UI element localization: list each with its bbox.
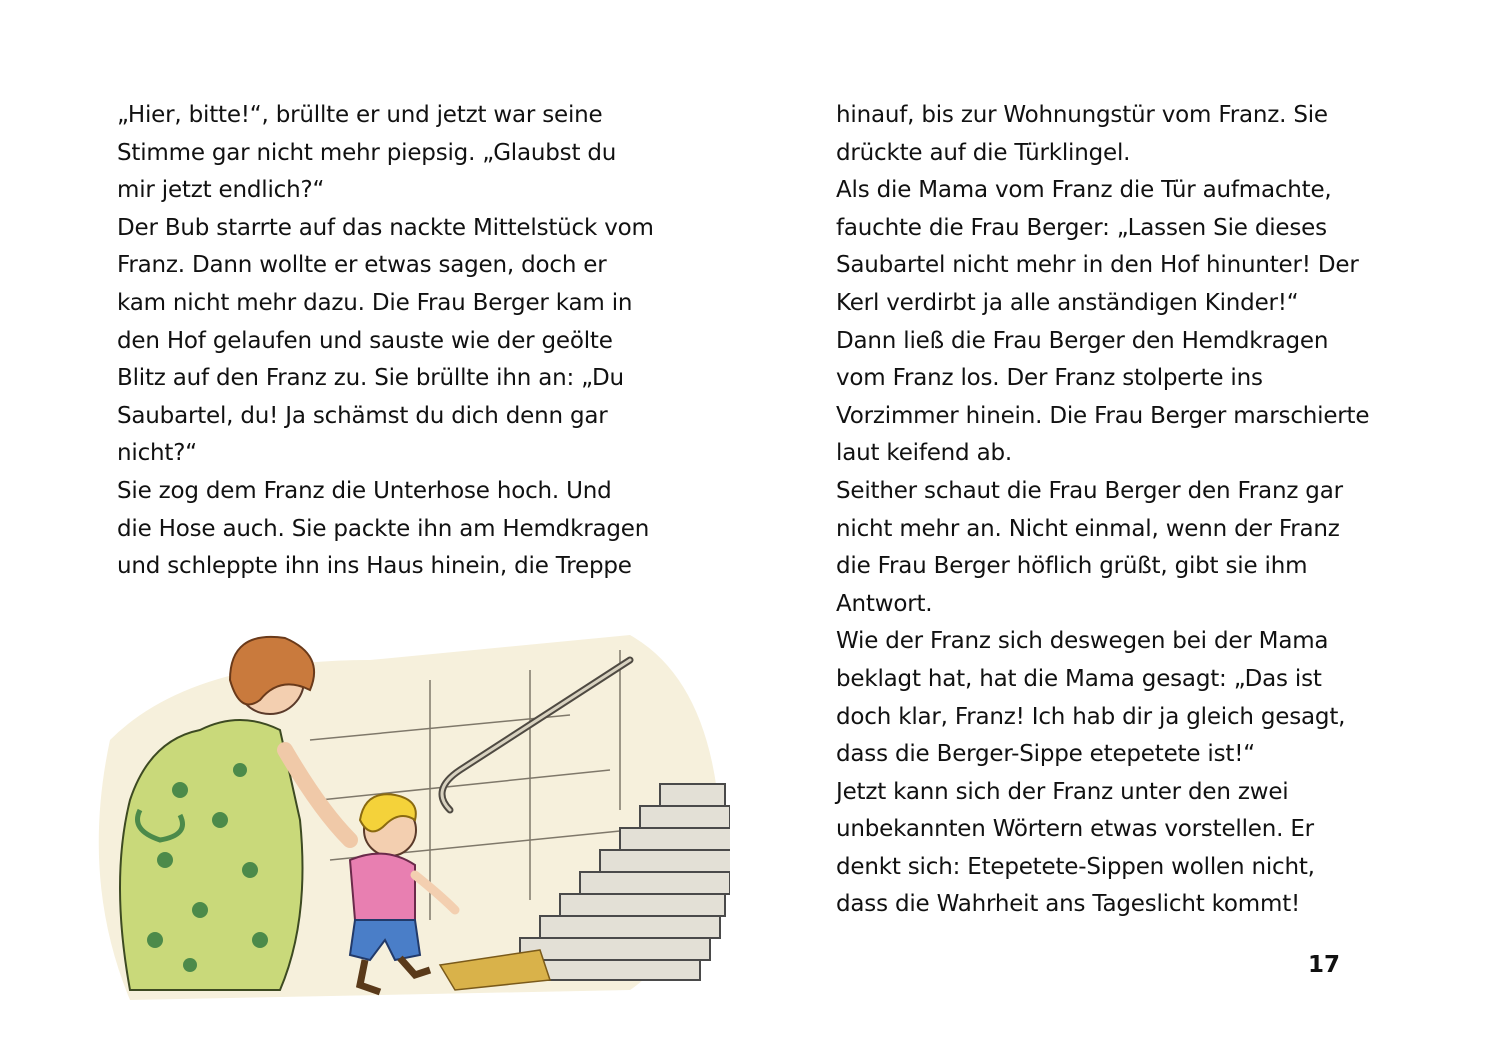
- text-line: laut keifend ab.: [836, 440, 1012, 467]
- text-line: vom Franz los. Der Franz stolperte ins: [836, 365, 1263, 392]
- text-line: Der Bub starrte auf das nackte Mittelstück vom: [117, 214, 654, 241]
- text-line: nicht?“: [117, 440, 197, 467]
- text-line: Franz. Dann wollte er etwas sagen, doch er: [117, 252, 607, 279]
- page-number: 17: [1307, 952, 1340, 978]
- staircase-illustration-icon: [70, 620, 730, 1010]
- text-line: dass die Wahrheit ans Tageslicht kommt!: [836, 891, 1301, 918]
- text-line: Saubartel nicht mehr in den Hof hinunter! Der: [836, 252, 1359, 279]
- text-line: Stimme gar nicht mehr piepsig. „Glaubst du: [117, 139, 617, 166]
- text-line: mir jetzt endlich?“: [117, 177, 325, 204]
- text-line: denkt sich: Etepetete-Sippen wollen nicht,: [836, 853, 1315, 880]
- text-line: Jetzt kann sich der Franz unter den zwei: [836, 778, 1289, 805]
- text-line: Als die Mama vom Franz die Tür aufmachte,: [836, 177, 1332, 204]
- text-line: und schleppte ihn ins Haus hinein, die Treppe: [117, 553, 632, 580]
- text-line: drückte auf die Türklingel.: [836, 139, 1131, 166]
- text-line: beklagt hat, hat die Mama gesagt: „Das ist: [836, 665, 1322, 692]
- text-line: Sie zog dem Franz die Unterhose hoch. Und: [117, 477, 612, 504]
- text-line: Saubartel, du! Ja schämst du dich denn gar: [117, 402, 608, 429]
- text-line: doch klar, Franz! Ich hab dir ja gleich gesagt,: [836, 703, 1346, 730]
- text-line: Vorzimmer hinein. Die Frau Berger marschierte: [836, 402, 1370, 429]
- text-line: Seither schaut die Frau Berger den Franz gar: [836, 477, 1343, 504]
- text-line: Wie der Franz sich deswegen bei der Mama: [836, 628, 1329, 655]
- text-line: kam nicht mehr dazu. Die Frau Berger kam in: [117, 289, 633, 316]
- text-line: die Hose auch. Sie packte ihn am Hemdkragen: [117, 515, 650, 542]
- text-line: Dann ließ die Frau Berger den Hemdkragen: [836, 327, 1329, 354]
- text-line: unbekannten Wörtern etwas vorstellen. Er: [836, 816, 1314, 843]
- text-line: „Hier, bitte!“, brüllte er und jetzt war seine: [117, 102, 603, 128]
- left-text-column: [117, 97, 717, 586]
- text-line: fauchte die Frau Berger: „Lassen Sie dieses: [836, 214, 1327, 241]
- text-line: Kerl verdirbt ja alle anständigen Kinder!“: [836, 289, 1299, 316]
- text-line: die Frau Berger höflich grüßt, gibt sie ihm: [836, 553, 1308, 580]
- text-line: Blitz auf den Franz zu. Sie brüllte ihn an: „Du: [117, 365, 624, 392]
- text-line: dass die Berger-Sippe etepetete ist!“: [836, 741, 1255, 768]
- text-line: den Hof gelaufen und sauste wie der geölte: [117, 327, 613, 354]
- right-text-column: [836, 97, 1416, 924]
- text-line: nicht mehr an. Nicht einmal, wenn der Franz: [836, 515, 1340, 542]
- text-line: hinauf, bis zur Wohnungstür vom Franz. Sie: [836, 102, 1328, 128]
- text-line: Antwort.: [836, 590, 933, 617]
